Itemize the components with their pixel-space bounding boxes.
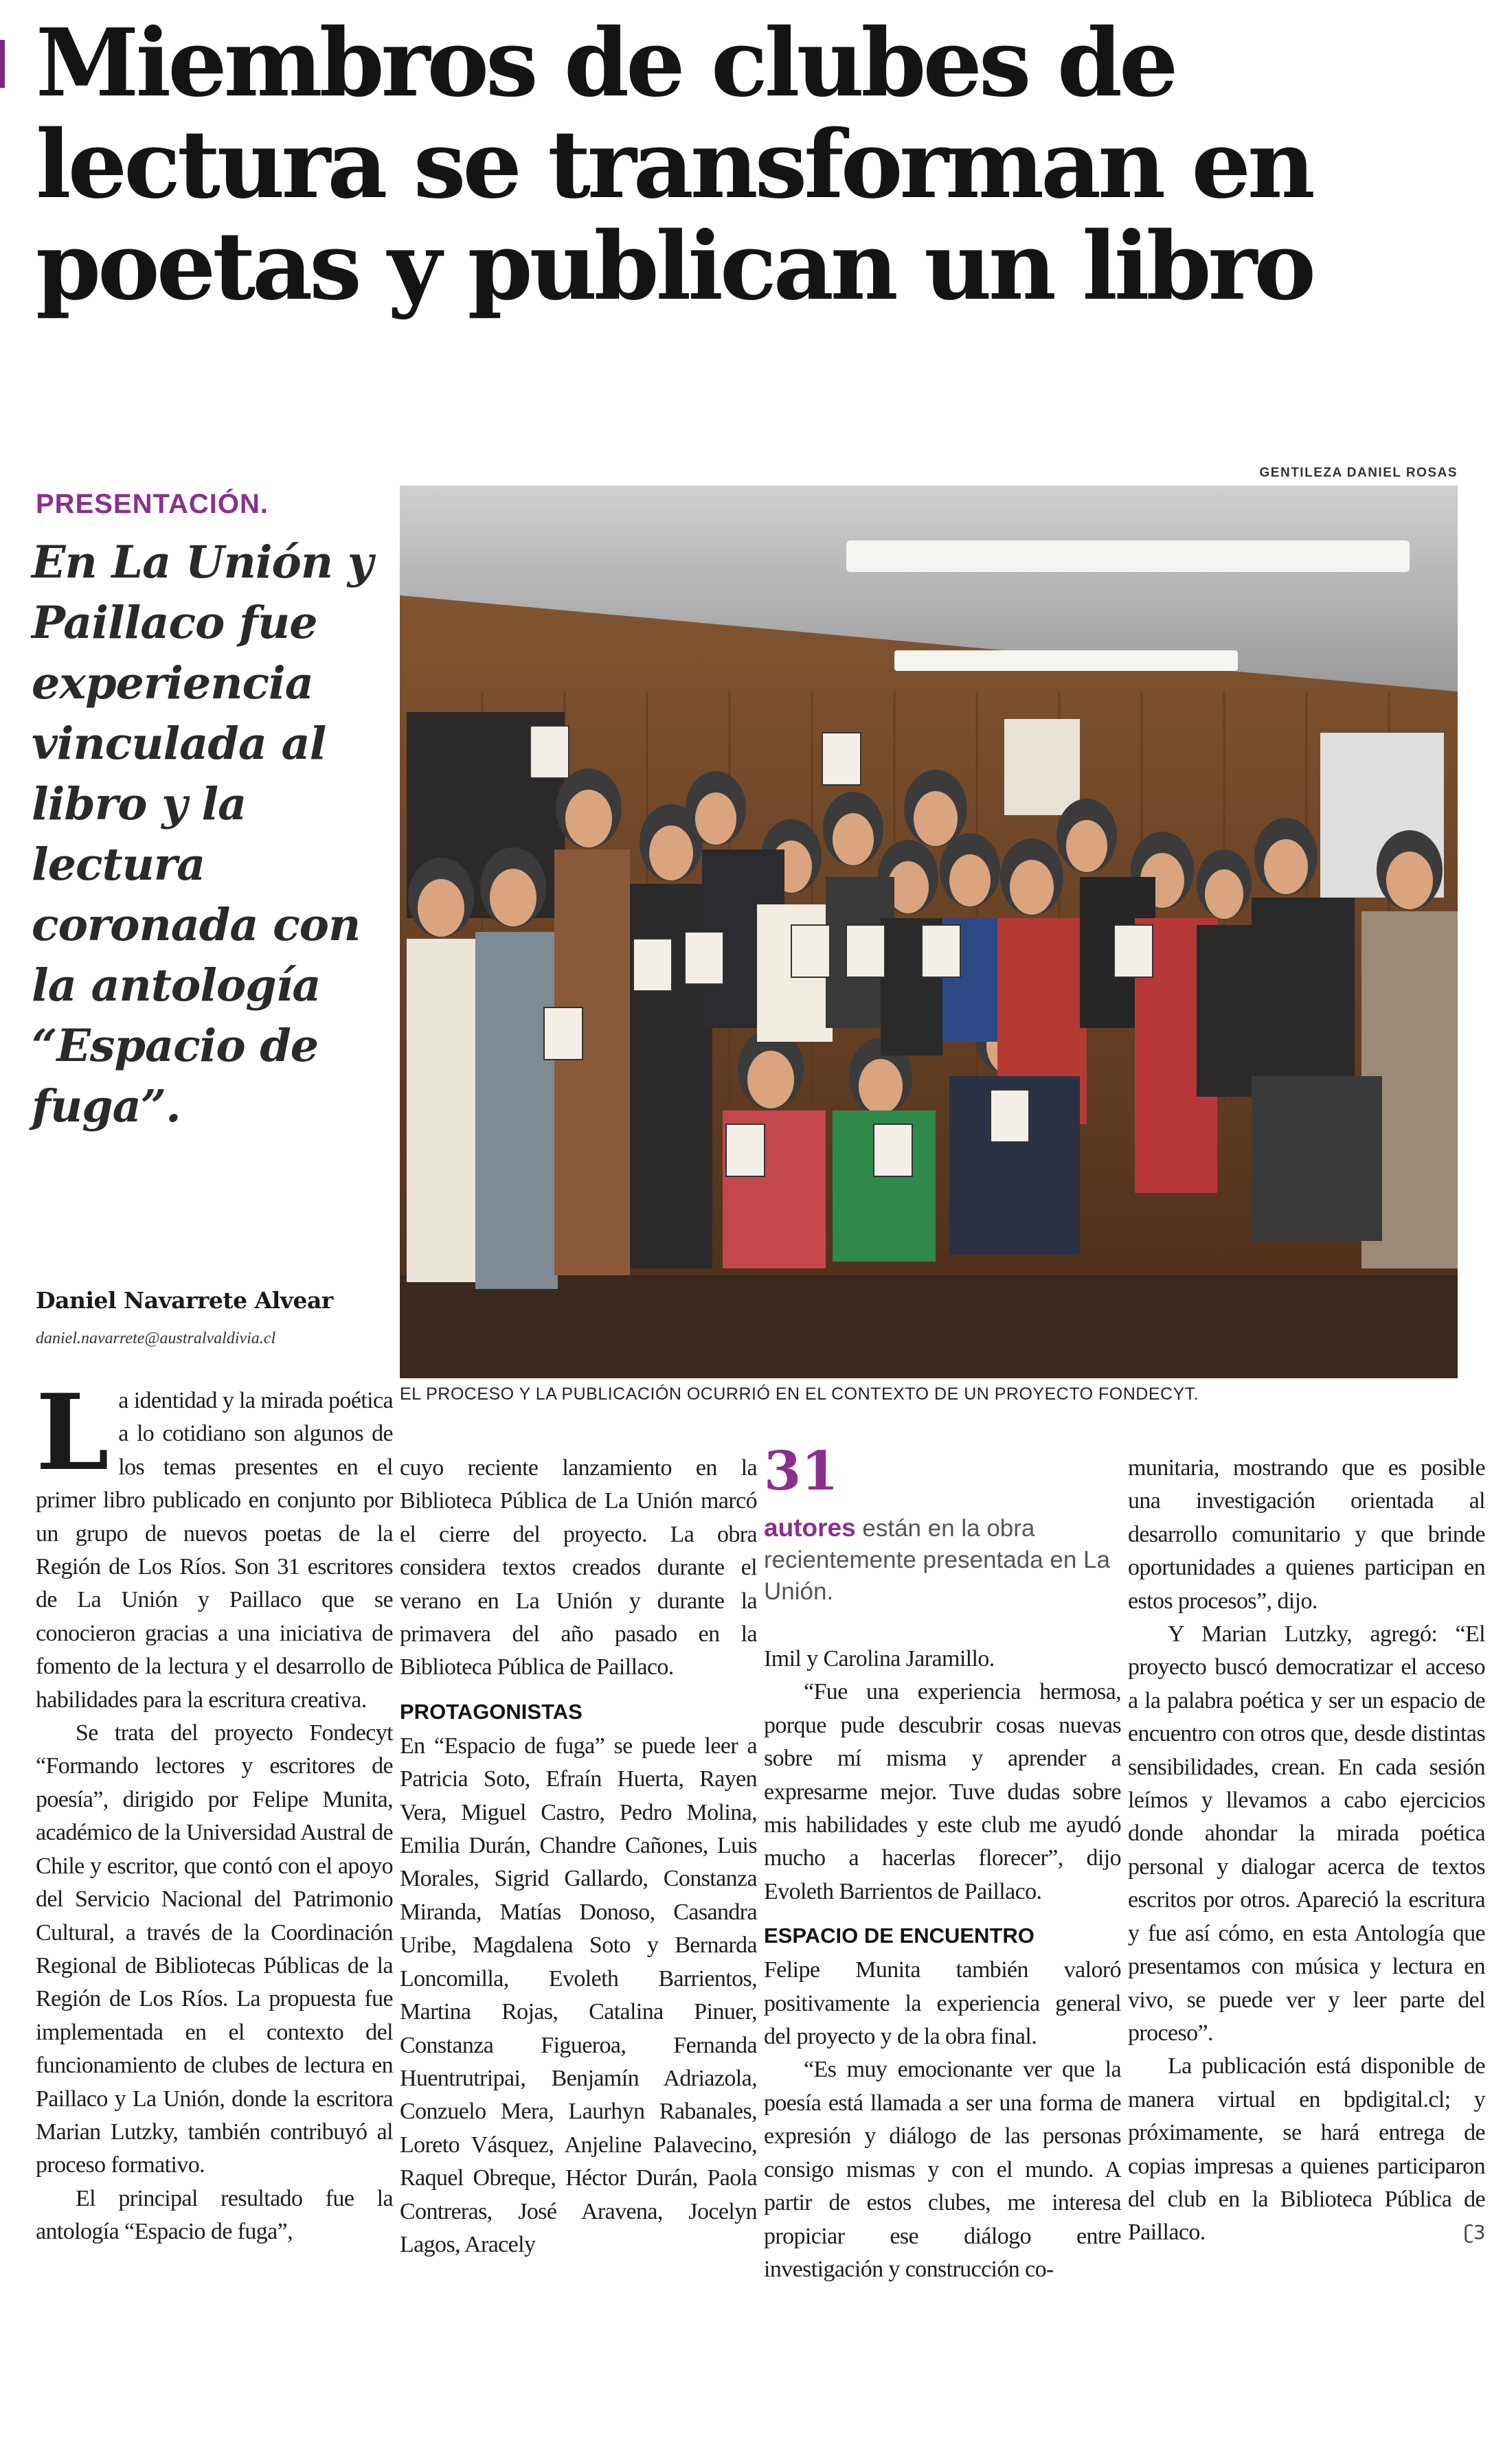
stat-label: autores — [764, 1514, 856, 1542]
paragraph-9: La publicación está disponible de manera virtual en bpdigital.cl; y próximamente, se hará entrega de copias impresas a quienes participaron del club en la Biblioteca Pública de Paillaco. ʗ3 — [1128, 2050, 1485, 2249]
column-3 — [764, 1643, 1121, 2286]
headline: Miembros de clubes de lectura se transforman en poetas y publican un libro — [36, 8, 1313, 321]
column-4 — [1128, 1452, 1485, 2250]
paragraph-3b: cuyo reciente lanzamiento en la Biblioteca Pública de La Unión marcó el cierre del proyecto. La obra considera textos creados durante el verano en La Unión y durante la primavera del año pasado en la Biblioteca Pública de Paillaco. — [400, 1455, 757, 1680]
deck: En La Unión y Paillaco fue experiencia vinculada al libro y la lectura coronada con la antología “Espacio de fuga”. — [32, 536, 373, 1132]
paragraph-8: Y Marian Lutzky, agregó: “El proyecto buscó democratizar el acceso a la palabra poética y ser un espacio de encuentro con otros que, desde distintas sensibilidades, crean. En cada sesión leímos y llevamos a cabo ejercicios donde ahondar la mirada poética personal y dialogar acerca de textos escritos por otros. Apareció la escritura y fue así cómo, en esta Antología que presentamos con música y lectura en vivo, se puede ver y leer parte del proceso”. — [1128, 1621, 1485, 2046]
paragraph-4a: En “Espacio de fuga” se puede leer a Patricia Soto, Efraín Huerta, Rayen Vera, Miguel Castro, Pedro Molina, Emilia Durán, Chandre Cañones, Luis Morales, Sigrid Gallardo, Constanza Miranda, Matías Donoso, Casandra Uribe, Magdalena Soto y Bernarda Loncomilla, Evoleth Barrientos, Martina Rojas, Catalina Pinuer, Constanza Figueroa, Fernanda Huentrutripai, Benjamín Adriazola, Conzuelo Mera, Laurhyn Rabanales, Loreto Vásquez, Anjeline Palavecino, Raquel Obreque, Héctor Durán, Paola Contreras, José Aravena, Jocelyn Lagos, Aracely — [400, 1733, 757, 2257]
paragraph-1: La identidad y la mirada poética a lo cotidiano son algunos de los temas presentes en el primer libro publicado en conjunto por un grupo de nuevos poetas de la Región de Los Ríos. Son 31 escritores de La Unión y Paillaco que se conocieron gracias a una iniciativa de fomento de la lectura y el desarrollo de habilidades para la escritura creativa. — [36, 1371, 393, 1713]
subhead-protagonistas: PROTAGONISTAS — [400, 1699, 583, 1724]
paragraph-4b: Imil y Carolina Jaramillo. — [764, 1646, 995, 1672]
stat-text — [764, 1512, 1121, 1608]
paragraph-3a: El principal resultado fue la antología “Espacio de fuga”, — [36, 2185, 393, 2245]
paragraph-5: “Fue una experiencia hermosa, porque pude descubrir cosas nuevas sobre mí misma y aprender a expresarme mejor. Tuve dudas sobre mis habilidades y este club me ayudó mucho a hacerlas florecer”, dijo Evoleth Barrientos de Paillaco. — [764, 1679, 1121, 1904]
accent-bar — [0, 40, 5, 88]
column-1 — [36, 1371, 393, 2249]
end-mark-icon: ʗ3 — [1464, 2221, 1485, 2244]
stat-number: 31 — [764, 1440, 839, 1503]
kicker: PRESENTACIÓN. — [36, 489, 269, 519]
paragraph-7b: munitaria, mostrando que es posible una investigación orientada al desarrollo comunitario y que brinde oportunidades a quienes participan en estos procesos”, dijo. — [1128, 1455, 1485, 1614]
byline-author: Daniel Navarrete Alvear — [36, 1287, 333, 1314]
stat-description: están en la obra recientemente presentada en La Unión. — [764, 1515, 1110, 1605]
drop-cap: L — [36, 1371, 109, 1494]
paragraph-7a: “Es muy emocionante ver que la poesía está llamada a ser una forma de expresión y diálogo de las personas consigo mismas y con el mundo. A partir de estos clubes, me interesa propiciar ese diálogo entre investigación y construcción co- — [764, 2057, 1121, 2282]
group-photo — [400, 486, 1458, 1378]
photo-credit: GENTILEZA DANIEL ROSAS — [1259, 466, 1458, 480]
byline-email[interactable]: daniel.navarrete@australvaldivia.cl — [36, 1330, 276, 1347]
column-2 — [400, 1452, 757, 2261]
paragraph-2: Se trata del proyecto Fondecyt “Formando lectores y escritores de poesía”, dirigido por Felipe Munita, académico de la Universidad Austral de Chile y escritor, que contó con el apoyo del Servicio Nacional del Patrimonio Cultural, a través de la Coordinación Regional de Bibliotecas Públicas de la Región de Los Ríos. La propuesta fue implementada en el contexto del funcionamiento de clubes de lectura en Paillaco y La Unión, donde la escritora Marian Lutzky, también contribuyó al proceso formativo. — [36, 1720, 393, 2178]
paragraph-6: Felipe Munita también valoró positivamente la experiencia general del proyecto y de la obra final. — [764, 1957, 1121, 2050]
group-photo-illustration — [400, 486, 1458, 1378]
subhead-espacio-encuentro: ESPACIO DE ENCUENTRO — [764, 1924, 1035, 1948]
photo-caption: EL PROCESO Y LA PUBLICACIÓN OCURRIÓ EN EL CONTEXTO DE UN PROYECTO FONDECYT. — [400, 1384, 1199, 1404]
